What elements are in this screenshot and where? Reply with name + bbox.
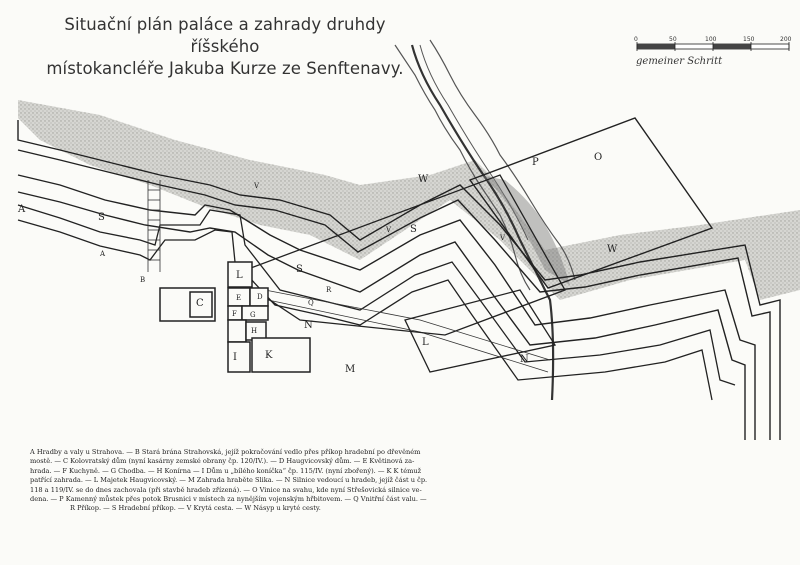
scale-tick-200: 200	[780, 36, 792, 43]
label-S-2: S	[296, 264, 303, 275]
label-S-3: S	[410, 224, 417, 235]
label-C: C	[196, 298, 204, 309]
label-V-2: V	[386, 226, 392, 234]
label-A-2: A	[100, 250, 106, 258]
title-line-2: místokancléře Jakuba Kurze ze Senftenavy.	[46, 59, 404, 78]
label-N-1: N	[304, 320, 313, 331]
label-L-lot: L	[422, 337, 429, 348]
legend-line-7: R Příkop. — S Hradební příkop. — V Krytá cesta. — W Násyp u kryté cesty.	[70, 504, 321, 513]
label-O: O	[594, 152, 603, 163]
label-M: M	[345, 364, 356, 375]
label-S-1: S	[98, 212, 105, 223]
label-V-3: V	[500, 234, 506, 242]
label-G: G	[250, 311, 256, 319]
legend-line-1: A Hradby a valy u Strahova. — B Stará brána Strahovská, jejíž pokračování vedlo přes příkop hradební po dřevěném	[30, 448, 421, 456]
scale-bar	[634, 36, 792, 51]
label-N-2: N	[520, 354, 529, 365]
legend-line-4: patřící zahrada. — L Majetek Haugvicovský. — M Zahrada hraběte Slika. — N Silnice vedoucí u hradeb, jejíž část u čp.	[30, 476, 428, 485]
label-V-1: V	[254, 182, 260, 190]
legend-line-6: dena. — P Kamenný můstek přes potok Brusnici v místech za nynějším vojenským hřbitovem. — Q Vnitřní část valu. —	[30, 495, 427, 504]
label-B: B	[140, 276, 146, 284]
legend-line-3: hrada. — F Kuchyně. — G Chodba. — H Konírna — I Dům u „bílého koníčka“ čp. 115/IV. (nyní zbořený). — K K témuž	[30, 466, 422, 475]
label-K: K	[265, 350, 273, 361]
label-F: F	[232, 310, 237, 318]
glacis-band	[18, 100, 800, 300]
scale-tick-50: 50	[669, 36, 677, 43]
title-line-1: Situační plán paláce a zahrady druhdy říšského	[64, 15, 386, 56]
scale-tick-100: 100	[705, 36, 717, 43]
label-W-1: W	[418, 174, 429, 185]
label-L-building: L	[236, 270, 243, 281]
label-E: E	[236, 294, 242, 302]
covered-way-outer	[18, 120, 780, 440]
scale-tick-150: 150	[743, 36, 755, 43]
legend-line-2: mostě. — C Kolovratský dům (nyní kasárny zemské obrany čp. 120/IV.). — D Haugvicovský dům. — E Květinová za-	[30, 457, 415, 466]
label-W-2: W	[607, 244, 618, 255]
scale-unit: gemeiner Schritt	[636, 56, 723, 67]
label-P: P	[532, 157, 539, 168]
label-Q: Q	[308, 299, 314, 307]
map-legend	[30, 448, 450, 514]
legend-line-5: 118 a 119/IV. se do dnes zachovala (při stavbě hradeb zřízená). — O Vinice na svahu, kde nyní Střešovická silnice ve-	[30, 485, 422, 494]
label-D: D	[257, 293, 263, 301]
label-A: A	[18, 204, 26, 215]
label-R: R	[326, 286, 332, 294]
label-H: H	[251, 327, 258, 335]
scale-tick-0: 0	[634, 36, 638, 43]
label-I: I	[233, 352, 237, 363]
